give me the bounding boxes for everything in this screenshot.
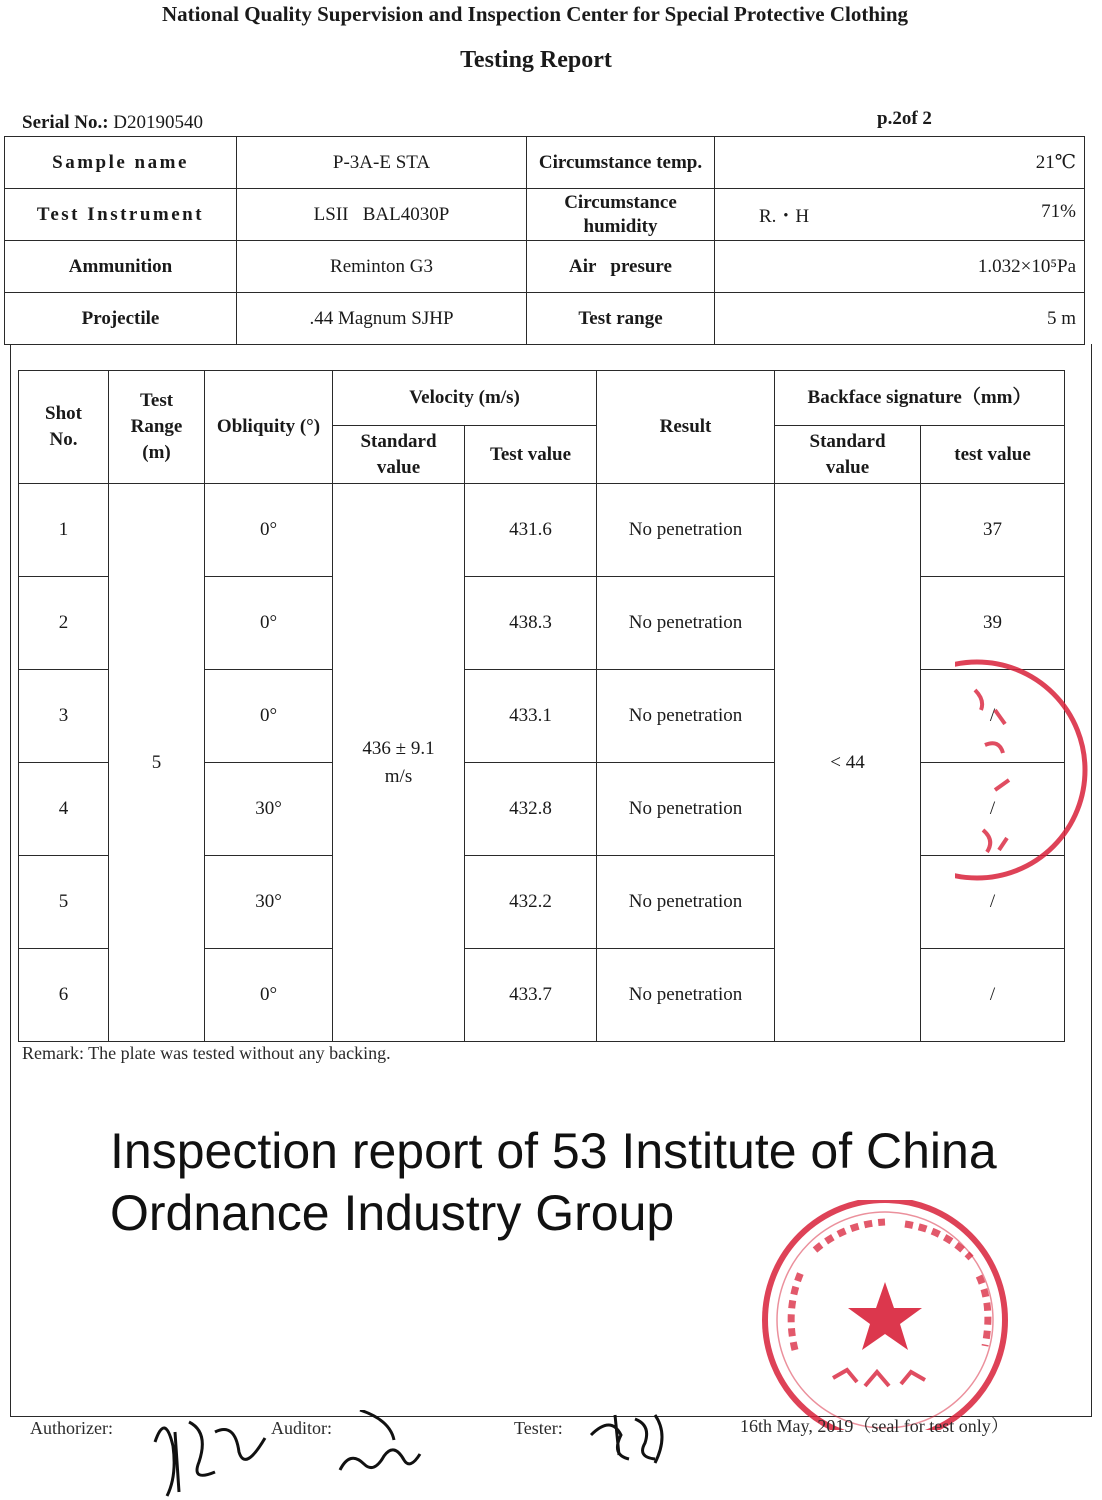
velocity-cell: 432.8 bbox=[465, 763, 597, 856]
info-table bbox=[4, 136, 1085, 345]
obliquity-cell: 0° bbox=[205, 949, 333, 1042]
shot-cell: 1 bbox=[19, 484, 109, 577]
results-table bbox=[18, 370, 1065, 1042]
air-pressure-value: 1.032×10⁵Pa bbox=[715, 241, 1085, 293]
backface-cell: / bbox=[921, 856, 1065, 949]
result-cell: No penetration bbox=[597, 484, 775, 577]
result-cell: No penetration bbox=[597, 763, 775, 856]
obliquity-cell: 0° bbox=[205, 577, 333, 670]
velocity-standard-header: Standard value bbox=[333, 426, 465, 484]
circ-humidity-label: Circumstance humidity bbox=[527, 189, 715, 241]
shot-cell: 5 bbox=[19, 856, 109, 949]
backface-standard-cell: < 44 bbox=[775, 484, 921, 1042]
ammunition-label: Ammunition bbox=[5, 241, 237, 293]
serial-value: D20190540 bbox=[113, 112, 204, 133]
backface-cell: / bbox=[921, 670, 1065, 763]
velocity-header: Velocity (m/s) bbox=[333, 371, 597, 426]
result-cell: No penetration bbox=[597, 949, 775, 1042]
result-cell: No penetration bbox=[597, 856, 775, 949]
table-row bbox=[19, 484, 1065, 577]
test-range-header: Test Range (m) bbox=[109, 371, 205, 484]
projectile-value: .44 Magnum SJHP bbox=[237, 293, 527, 345]
backface-header: Backface signature（mm） bbox=[775, 371, 1065, 426]
info-row bbox=[5, 293, 1085, 345]
velocity-cell: 433.7 bbox=[465, 949, 597, 1042]
backface-test-header: test value bbox=[921, 426, 1065, 484]
result-cell: No penetration bbox=[597, 577, 775, 670]
test-range-cell: 5 bbox=[109, 484, 205, 1042]
shot-cell: 6 bbox=[19, 949, 109, 1042]
shot-header: Shot No. bbox=[19, 371, 109, 484]
sample-name-value: P-3A-E STA bbox=[237, 137, 527, 189]
backface-cell: 39 bbox=[921, 577, 1065, 670]
backface-standard-header: Standard value bbox=[775, 426, 921, 484]
shot-cell: 2 bbox=[19, 577, 109, 670]
shot-cell: 4 bbox=[19, 763, 109, 856]
humidity-value: 71% bbox=[1041, 201, 1076, 222]
projectile-label: Projectile bbox=[5, 293, 237, 345]
instrument-value: LSII BAL4030P bbox=[237, 189, 527, 241]
serial-label: Serial No.: bbox=[22, 112, 109, 133]
test-range-label: Test range bbox=[527, 293, 715, 345]
obliquity-cell: 0° bbox=[205, 670, 333, 763]
velocity-cell: 438.3 bbox=[465, 577, 597, 670]
obliquity-cell: 30° bbox=[205, 763, 333, 856]
result-header: Result bbox=[597, 371, 775, 484]
center-title: National Quality Supervision and Inspection Center for Special Protective Clothing bbox=[161, 2, 909, 26]
obliquity-header: Obliquity (°) bbox=[205, 371, 333, 484]
instrument-label: Test Instrument bbox=[5, 189, 237, 241]
result-cell: No penetration bbox=[597, 670, 775, 763]
auditor-label: Auditor: bbox=[271, 1418, 332, 1438]
velocity-cell: 433.1 bbox=[465, 670, 597, 763]
obliquity-cell: 30° bbox=[205, 856, 333, 949]
remark: Remark: The plate was tested without any backing. bbox=[22, 1043, 391, 1063]
velocity-test-header: Test value bbox=[465, 426, 597, 484]
circ-temp-value: 21℃ bbox=[715, 137, 1085, 189]
backface-cell: / bbox=[921, 949, 1065, 1042]
backface-cell: 37 bbox=[921, 484, 1065, 577]
velocity-cell: 431.6 bbox=[465, 484, 597, 577]
auditor-signature bbox=[330, 1410, 430, 1480]
authorizer-signature bbox=[145, 1402, 275, 1497]
velocity-cell: 432.2 bbox=[465, 856, 597, 949]
info-row bbox=[5, 137, 1085, 189]
sample-name-label: Sample name bbox=[5, 137, 237, 189]
serial-number bbox=[22, 112, 203, 134]
obliquity-cell: 0° bbox=[205, 484, 333, 577]
test-range-value: 5 m bbox=[715, 293, 1085, 345]
shot-cell: 3 bbox=[19, 670, 109, 763]
humidity-rh: R.・H bbox=[759, 206, 810, 227]
tester-label: Tester: bbox=[514, 1418, 563, 1438]
info-row bbox=[5, 189, 1085, 241]
info-row bbox=[5, 241, 1085, 293]
ammunition-value: Reminton G3 bbox=[237, 241, 527, 293]
caption-overlay: Inspection report of 53 Institute of China Ordnance Industry Group bbox=[110, 1123, 997, 1241]
page-number: p.2of 2 bbox=[877, 108, 932, 129]
header-row bbox=[19, 371, 1065, 426]
date-seal-note: 16th May, 2019（seal for test only） bbox=[740, 1416, 1009, 1436]
backface-cell: / bbox=[921, 763, 1065, 856]
humidity-cell bbox=[715, 189, 1085, 241]
velocity-standard-cell: 436 ± 9.1 m/s bbox=[333, 484, 465, 1042]
authorizer-label: Authorizer: bbox=[30, 1418, 113, 1438]
circ-temp-label: Circumstance temp. bbox=[527, 137, 715, 189]
tester-signature bbox=[585, 1405, 685, 1475]
air-pressure-label: Air presure bbox=[527, 241, 715, 293]
report-title: Testing Report bbox=[460, 47, 612, 73]
